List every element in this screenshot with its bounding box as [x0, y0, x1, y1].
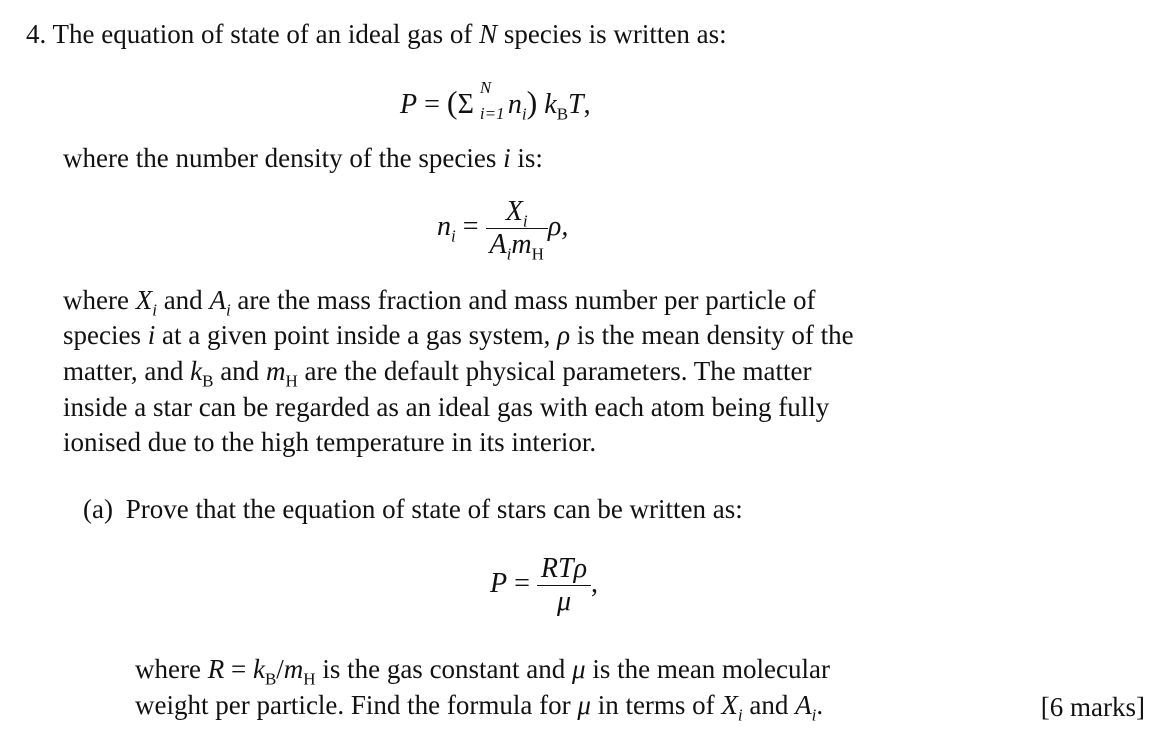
eq1-T: T: [568, 89, 584, 120]
eq2-den-A-sub: i: [506, 244, 512, 264]
eq1-sum-upper: N: [479, 77, 492, 97]
part-a-label: (a): [83, 494, 113, 524]
question-intro-end: species is written as:: [503, 19, 727, 49]
line2-var-i: i: [503, 143, 511, 173]
eq3-comma: ,: [591, 567, 599, 599]
eq3-numerator: RTρ: [540, 553, 588, 584]
paragraph-line-1: where $X_i$ and $A_i$ are the mass fraction and mass number per particle of: [63, 285, 816, 320]
eq2-num-X: X: [505, 196, 523, 227]
eq2-den-m: m: [511, 229, 532, 260]
eq2-den-m-sub: H: [531, 244, 544, 264]
equation-state-ideal-gas: [400, 77, 591, 124]
part-a-text: Prove that the equation of state of stars can be written as:: [125, 494, 743, 524]
question-number: 4.: [26, 19, 47, 49]
part-a-line-1: where $R = k_B/m_H$ is the gas constant and μ is the mean molecular: [135, 654, 831, 689]
eq1-k: k: [544, 89, 557, 120]
eq1-n-sub: i: [521, 104, 527, 124]
paragraph-line-4: inside a star can be regarded as an ideal gas with each atom being fully: [63, 392, 830, 422]
eq2-fraction: [486, 196, 548, 264]
question-line: [26, 16, 727, 52]
question-intro: The equation of state of an ideal gas of: [52, 19, 473, 49]
part-a-line-2: weight per particle. Find the formula for μ in terms of $X_i$ and $A_i$.: [135, 690, 824, 725]
paragraph-line-3: matter, and $k_B$ and $m_H$ are the default physical parameters. The matter: [63, 356, 812, 391]
eq3-equals: =: [514, 567, 530, 599]
equation-stars: [490, 553, 598, 618]
eq1-sum-limits: [474, 77, 508, 123]
line2-end: is:: [517, 143, 543, 173]
marks-label: [6 marks]: [1040, 692, 1145, 722]
eq1-n: n: [507, 89, 522, 120]
eq3-fraction: [537, 553, 591, 618]
eq3-lhs: P: [490, 567, 508, 599]
part-a-heading: [83, 491, 743, 527]
paragraph-line-5: ionised due to the high temperature in its interior.: [63, 427, 597, 457]
number-density-line: [63, 140, 543, 176]
paragraph-line-2: species i at a given point inside a gas system, ρ is the mean density of the: [63, 320, 854, 350]
eq2-rho: ρ,: [547, 210, 569, 242]
eq2-num-sub: i: [522, 211, 528, 231]
eq2-den-A: A: [489, 229, 507, 260]
eq3-denominator: μ: [537, 585, 591, 618]
eq1-sigma: Σ: [457, 89, 474, 120]
eq1-k-sub: B: [556, 104, 569, 124]
eq1-lhs: P: [400, 89, 418, 120]
eq1-sum-lower: i=1: [479, 103, 505, 123]
equation-number-density: [437, 196, 569, 264]
eq1-open-paren: (: [446, 84, 458, 120]
eq2-numerator: [486, 196, 548, 231]
eq1-close-paren: ): [526, 84, 538, 120]
eq2-denominator: [486, 228, 548, 264]
eq2-equals: =: [462, 210, 479, 242]
eq2-lhs: n: [437, 210, 451, 242]
var-n-species: N: [479, 19, 498, 49]
line2-text: where the number density of the species: [63, 143, 497, 173]
eq1-equals: =: [424, 89, 440, 120]
eq1-comma: ,: [583, 89, 591, 120]
eq2-lhs-sub: i: [451, 226, 456, 246]
